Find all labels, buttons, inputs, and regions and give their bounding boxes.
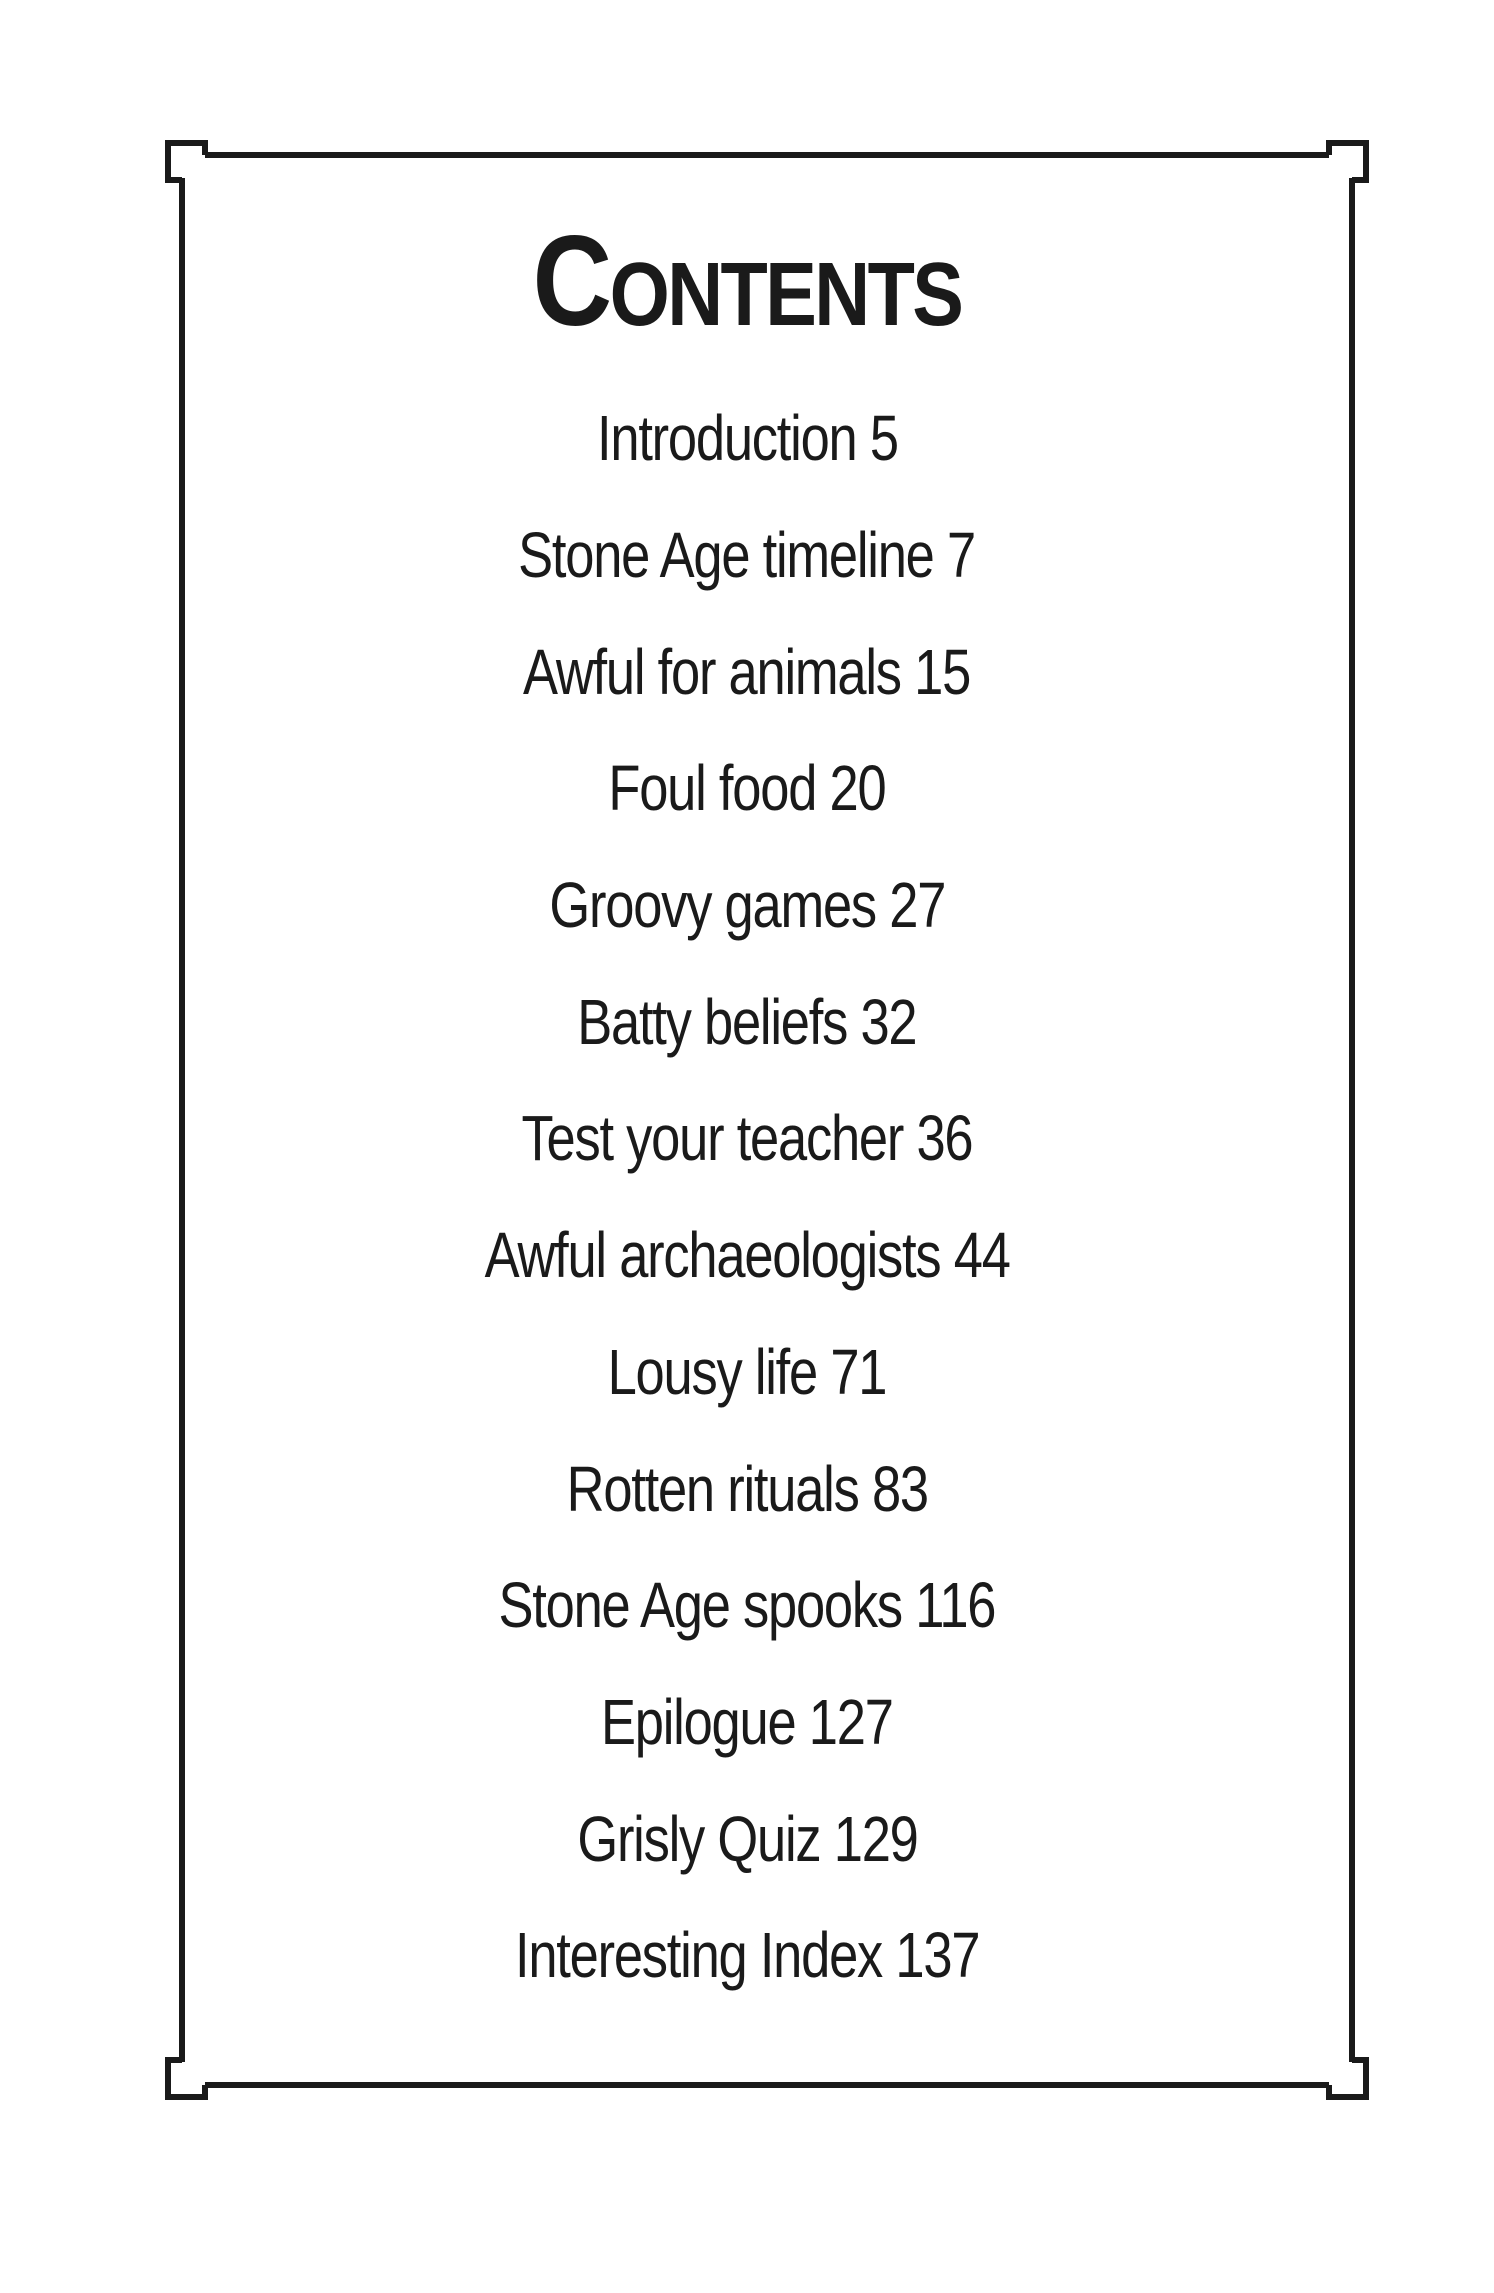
toc-item: [0, 497, 1494, 614]
toc-item: [0, 613, 1494, 730]
toc-entry-title: Test your teacher: [521, 1102, 904, 1175]
toc-entry-title: Foul food: [608, 752, 817, 825]
toc-item: [0, 730, 1494, 847]
toc-entry-title: Groovy games: [549, 869, 876, 942]
toc-entry-page: 71: [830, 1335, 887, 1408]
toc-entry-page: 20: [829, 752, 886, 825]
toc-entry-title: Stone Age timeline: [518, 519, 935, 592]
toc-entry-page: 36: [916, 1102, 973, 1175]
toc-item: [0, 1664, 1494, 1781]
toc-entry-title: Introduction: [596, 402, 857, 475]
toc-entry-page: 83: [871, 1452, 928, 1525]
toc-entry: [499, 1565, 996, 1645]
toc-item: [0, 1197, 1494, 1314]
toc-entry-page: 15: [914, 635, 971, 708]
toc-entry-title: Awful archaeologists: [484, 1219, 941, 1292]
toc-entry-title: Epilogue: [601, 1685, 796, 1758]
toc-entry: [484, 1215, 1009, 1295]
toc-entry: [608, 1332, 887, 1412]
toc-entry: [566, 1449, 927, 1529]
toc-entry-title: Grisly Quiz: [576, 1802, 820, 1875]
toc-entry-page: 32: [860, 985, 917, 1058]
toc-entry-page: 44: [953, 1219, 1010, 1292]
toc-entry-page: 5: [869, 402, 898, 475]
toc-entry: [577, 982, 916, 1062]
toc-entry-title: Awful for animals: [523, 635, 902, 708]
toc-entry-title: Stone Age spooks: [498, 1569, 903, 1642]
toc-entry-title: Batty beliefs: [577, 985, 848, 1058]
page-title: Contents: [532, 210, 962, 353]
toc-entry-page: 137: [895, 1919, 980, 1992]
toc-entry-page: 7: [947, 519, 976, 592]
toc-item: [0, 1547, 1494, 1664]
toc-item: [0, 380, 1494, 497]
toc-entry-page: 129: [833, 1802, 918, 1875]
toc-entry-title: Interesting Index: [514, 1919, 882, 1992]
toc-entry: [577, 1799, 917, 1879]
toc-item: [0, 1314, 1494, 1431]
toc-entry: [549, 865, 945, 945]
toc-item: [0, 1430, 1494, 1547]
toc-entry: [519, 515, 976, 595]
toc-entry: [522, 1098, 973, 1178]
toc-entry: [601, 1682, 893, 1762]
toc-entry: [524, 632, 971, 712]
toc-entry-page: 27: [888, 869, 945, 942]
toc-item: [0, 1897, 1494, 2014]
toc-entry-page: 127: [808, 1685, 893, 1758]
toc-entry: [597, 398, 898, 478]
toc-item: [0, 1080, 1494, 1197]
toc-item: [0, 963, 1494, 1080]
toc-item: [0, 1780, 1494, 1897]
toc-entry: [515, 1915, 979, 1995]
toc-entry-title: Rotten rituals: [566, 1452, 859, 1525]
toc-entry-page: 116: [915, 1569, 996, 1642]
toc-entry-title: Lousy life: [607, 1335, 818, 1408]
toc-entry: [608, 748, 885, 828]
toc-item: [0, 847, 1494, 964]
table-of-contents: [0, 380, 1494, 2014]
